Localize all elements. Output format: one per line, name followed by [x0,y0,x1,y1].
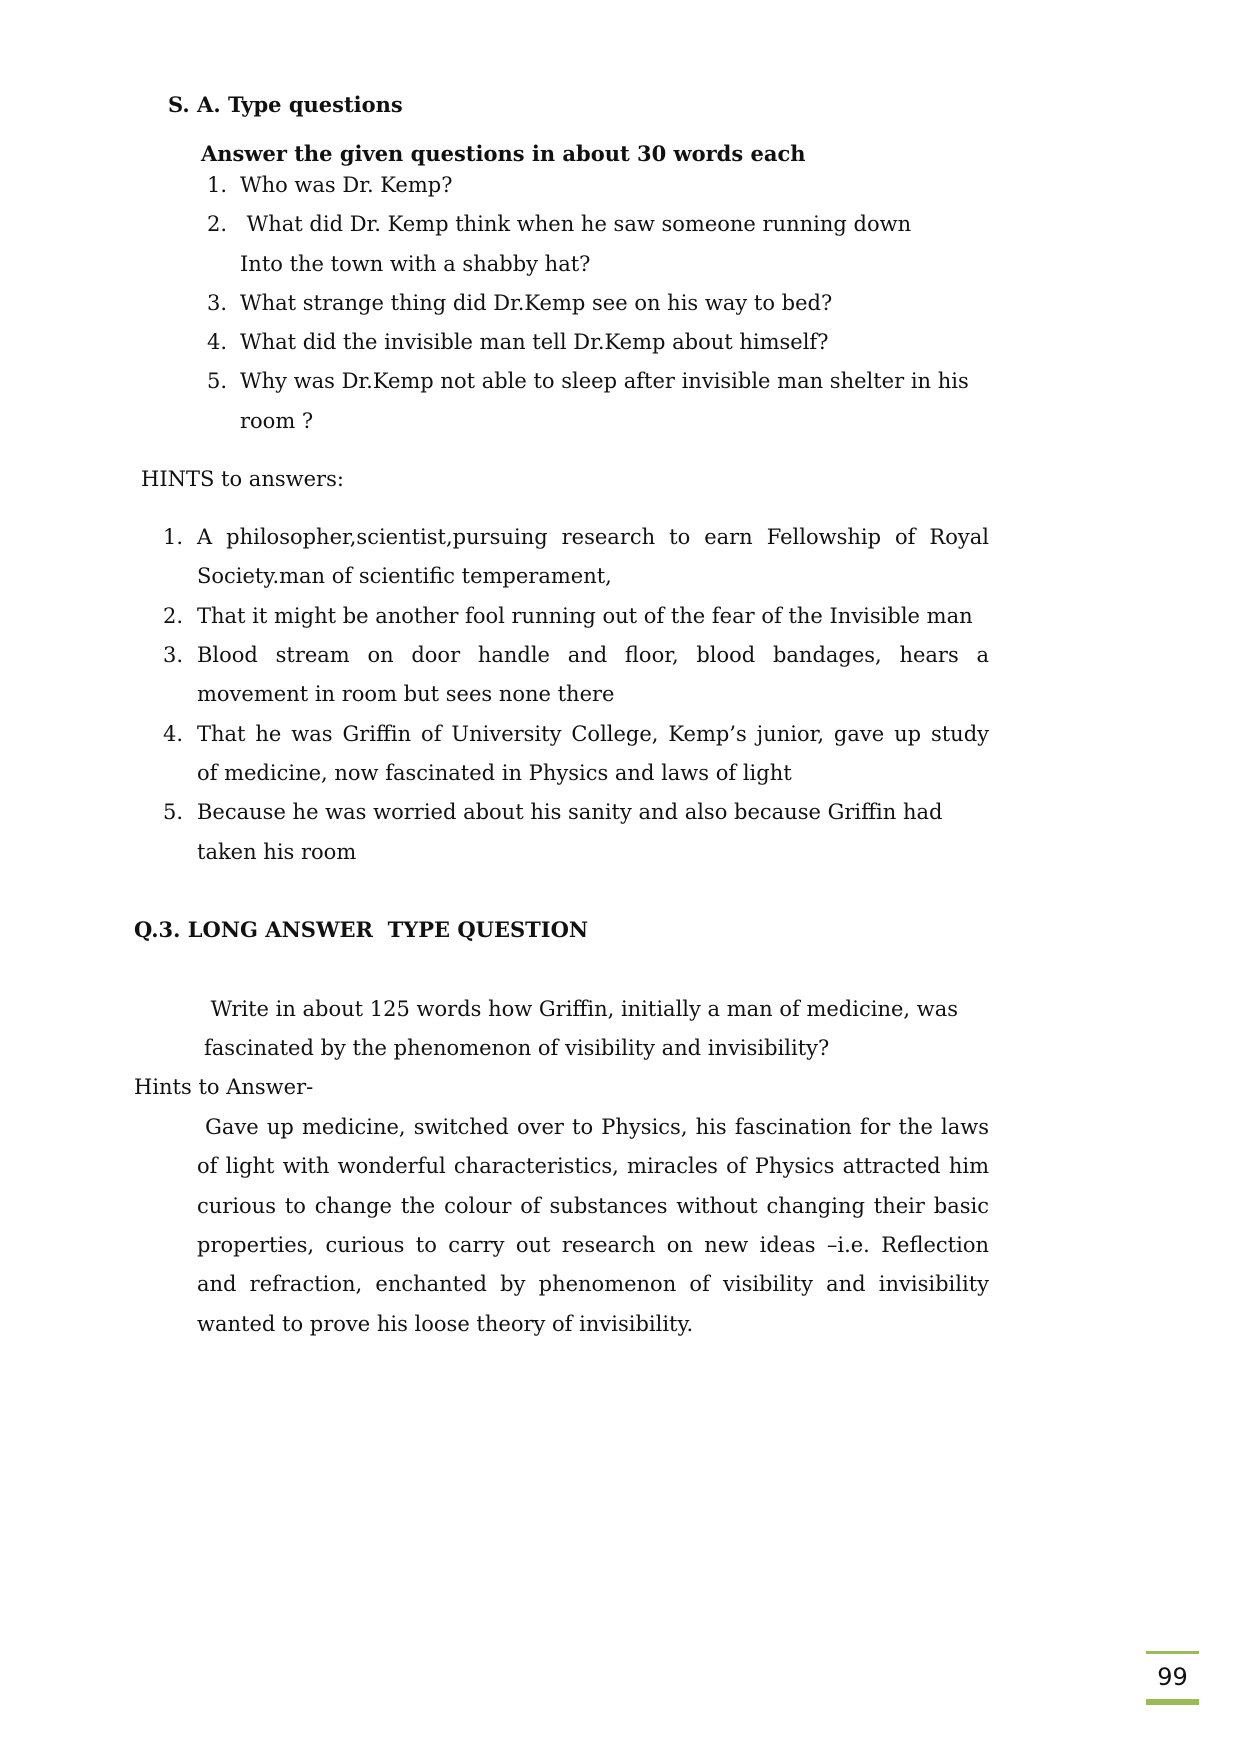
hint-text: taken his room [197,840,357,864]
hint-text: Society.man of scientific temperament, [197,564,612,588]
hint-text: Because he was worried about his sanity and also because Griffin had [197,800,943,824]
hint-number: 1. [163,525,184,549]
answer-line: properties, curious to carry out research on new ideas –i.e. Reflection [197,1233,989,1257]
answer-line: Gave up medicine, switched over to Physics, his fascination for the laws [197,1115,989,1139]
hint-text: Blood stream on door handle and floor, blood bandages, hears a [197,643,989,667]
page-number-top-rule [1146,1651,1199,1654]
page-number-bottom-rule [1146,1699,1199,1705]
answer-line: curious to change the colour of substances without changing their basic [197,1194,989,1218]
long-hints-label: Hints to Answer- [134,1075,314,1099]
question-text: What did the invisible man tell Dr.Kemp about himself? [240,330,829,354]
page-number: 99 [1157,1663,1188,1691]
hints-label: HINTS to answers: [141,467,344,491]
hint-text: movement in room but sees none there [197,682,615,706]
section-heading-sa: S. A. Type questions [168,92,403,117]
hint-text: of medicine, now fascinated in Physics and laws of light [197,761,792,785]
answer-line: wanted to prove his loose theory of invisibility. [197,1312,694,1336]
question-number: 3. [207,291,228,315]
long-question-text: Write in about 125 words how Griffin, initially a man of medicine, was [204,997,959,1021]
hint-text: That he was Griffin of University College, Kemp’s junior, gave up study [197,722,989,746]
question-text: Why was Dr.Kemp not able to sleep after invisible man shelter in his [240,369,969,393]
instruction-text: Answer the given questions in about 30 words each [201,141,806,166]
hint-text: That it might be another fool running out of the fear of the Invisible man [197,604,973,628]
hint-number: 4. [163,722,184,746]
question-text: Into the town with a shabby hat? [240,252,591,276]
hint-number: 3. [163,643,184,667]
question-text: What did Dr. Kemp think when he saw someone running down [240,212,912,236]
question-number: 4. [207,330,228,354]
hint-number: 5. [163,800,184,824]
question-text: room ? [240,409,314,433]
question-text: What strange thing did Dr.Kemp see on his way to bed? [240,291,833,315]
question-number: 5. [207,369,228,393]
answer-line: and refraction, enchanted by phenomenon of visibility and invisibility [197,1272,989,1296]
section-heading-long-answer: Q.3. LONG ANSWER TYPE QUESTION [134,917,589,942]
question-number: 2. [207,212,228,236]
hint-text: A philosopher,scientist,pursuing research to earn Fellowship of Royal [197,525,989,549]
question-number: 1. [207,173,228,197]
hint-number: 2. [163,604,184,628]
answer-line: of light with wonderful characteristics, miracles of Physics attracted him [197,1154,989,1178]
long-question-text: fascinated by the phenomenon of visibility and invisibility? [204,1036,830,1060]
question-text: Who was Dr. Kemp? [240,173,453,197]
